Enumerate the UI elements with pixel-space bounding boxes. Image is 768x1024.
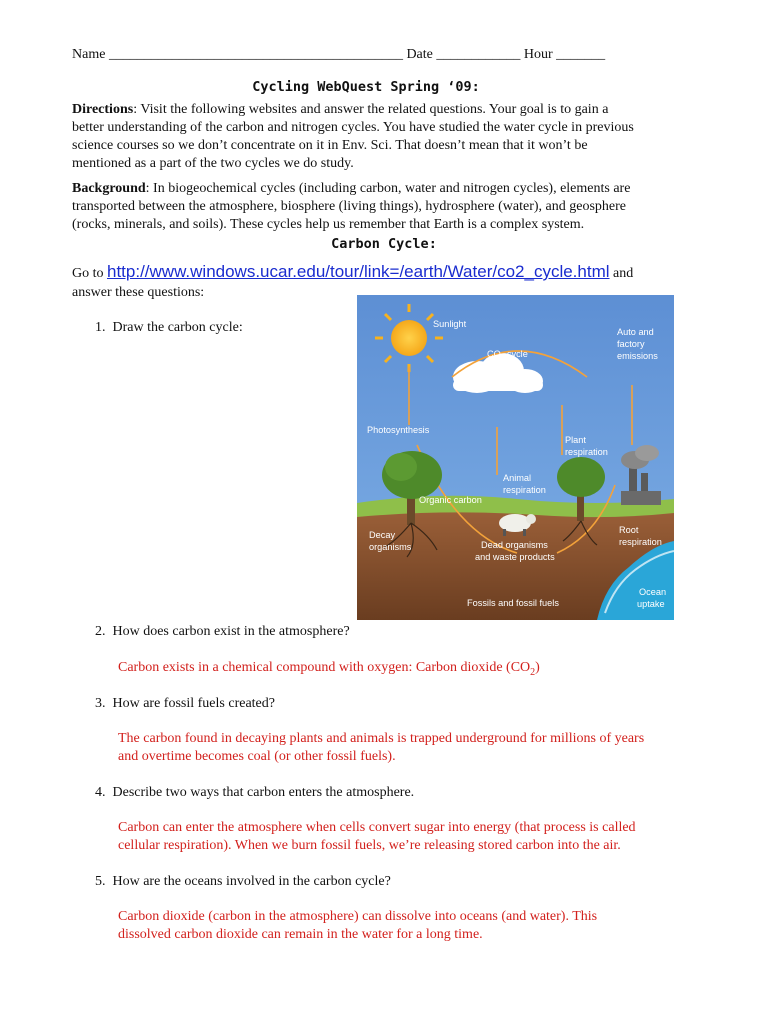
question-1 [95, 319, 243, 337]
question-4-text: Describe two ways that carbon enters the atmosphere. [112, 785, 415, 800]
question-4 [95, 784, 414, 802]
hour-blank[interactable]: _______ [556, 47, 606, 62]
directions-line-3: science courses so we don’t concentrate on it in Env. Sci. That doesn’t mean that it won’t be [72, 138, 588, 153]
answer-5-line-2: dissolved carbon dioxide can remain in the water for a long time. [118, 927, 483, 942]
goto-suffix: and [609, 266, 634, 281]
section-title: Carbon Cycle: [331, 236, 437, 252]
goto-prefix: Go to [72, 266, 107, 281]
answer-5-line-1: Carbon dioxide (carbon in the atmosphere) can dissolve into oceans (and water). This [118, 909, 598, 924]
label-dead-2: and waste products [475, 552, 555, 562]
background-line-1 [72, 180, 630, 198]
label-animal-1: Animal [503, 473, 532, 483]
label-animal-2: respiration [503, 485, 546, 495]
name-label: Name [72, 47, 106, 62]
label-auto-3: emissions [617, 351, 658, 361]
directions-line-4: mentioned as a part of the two cycles we do study. [72, 156, 354, 171]
question-5 [95, 873, 391, 891]
date-label: Date [406, 47, 433, 62]
question-1-number: 1. [95, 320, 106, 335]
carbon-cycle-diagram [357, 295, 674, 620]
label-dead-1: Dead organisms [481, 540, 548, 550]
answer-2-close: ) [535, 660, 540, 675]
directions-line-2: better understanding of the carbon and nitrogen cycles. You have studied the water cycle in previous [72, 120, 634, 135]
background-text-1: : In biogeochemical cycles (including carbon, water and nitrogen cycles), elements are [145, 181, 631, 196]
carbon-cycle-link[interactable]: http://www.windows.ucar.edu/tour/link=/earth/Water/co2_cycle.html [107, 262, 610, 281]
student-info-line [72, 46, 605, 64]
label-sunlight: Sunlight [433, 319, 467, 329]
question-2-number: 2. [95, 624, 106, 639]
label-decay-2: organisms [369, 542, 412, 552]
label-decay-1: Decay [369, 530, 396, 540]
directions-line-1 [72, 101, 608, 119]
background-line-3: (rocks, minerals, and soils). These cycles help us remember that Earth is a complex system. [72, 217, 585, 232]
question-2 [95, 623, 350, 641]
label-ocean-1: Ocean [639, 587, 667, 597]
directions-text-1: : Visit the following websites and answer the related questions. Your goal is to gain a [133, 102, 609, 117]
name-blank[interactable]: __________________________________________ [108, 47, 403, 62]
background-label: Background [72, 181, 146, 196]
hour-label: Hour [523, 47, 553, 62]
label-photosynthesis: Photosynthesis [367, 425, 430, 435]
label-root-1: Root [619, 525, 639, 535]
question-5-text: How are the oceans involved in the carbon cycle? [112, 874, 391, 889]
question-3-number: 3. [95, 696, 106, 711]
question-3 [95, 695, 275, 713]
directions-label: Directions [72, 102, 134, 117]
answer-2-text: Carbon exists in a chemical compound with oxygen: Carbon dioxide (CO [118, 660, 531, 675]
label-auto-1: Auto and [617, 327, 654, 337]
label-co2-cycle: CO₂ cycle [487, 349, 528, 359]
answer-2 [118, 659, 540, 682]
date-blank[interactable]: ____________ [436, 47, 521, 62]
background-line-2: transported between the atmosphere, biosphere (living things), hydrosphere (water), and geosphere [72, 199, 626, 214]
answer-3-line-2: and overtime becomes coal (or other fossil fuels). [118, 749, 396, 764]
question-2-text: How does carbon exist in the atmosphere? [112, 624, 350, 639]
label-organic-carbon: Organic carbon [419, 495, 482, 505]
question-5-number: 5. [95, 874, 106, 889]
label-fossils: Fossils and fossil fuels [467, 598, 559, 608]
label-plant-1: Plant [565, 435, 586, 445]
answer-3-line-1: The carbon found in decaying plants and animals is trapped underground for millions of years [118, 731, 645, 746]
label-root-2: respiration [619, 537, 662, 547]
label-auto-2: factory [617, 339, 645, 349]
goto-line-2: answer these questions: [72, 285, 205, 300]
label-plant-2: respiration [565, 447, 608, 457]
answer-4-line-1: Carbon can enter the atmosphere when cells convert sugar into energy (that process is called [118, 820, 636, 835]
question-4-number: 4. [95, 785, 106, 800]
question-3-text: How are fossil fuels created? [112, 696, 275, 711]
page-title: Cycling WebQuest Spring ‘09: [252, 79, 480, 95]
answer-2-subscript: 2 [530, 666, 536, 678]
goto-line [72, 263, 633, 283]
label-ocean-2: uptake [637, 599, 665, 609]
answer-4-line-2: cellular respiration). When we burn fossil fuels, we’re releasing stored carbon into the air. [118, 838, 621, 853]
question-1-text: Draw the carbon cycle: [112, 320, 243, 335]
